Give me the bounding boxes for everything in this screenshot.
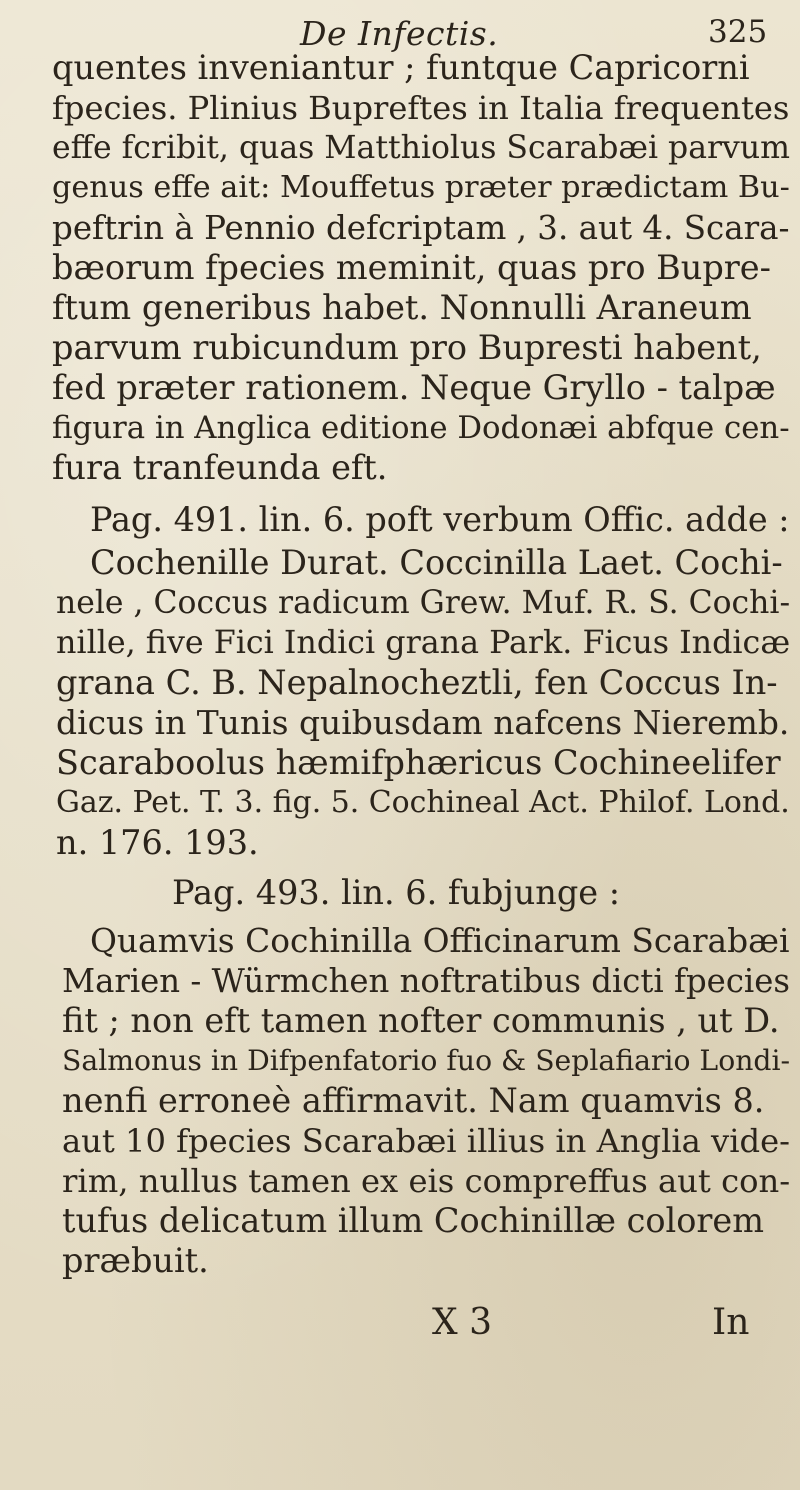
text-line: ftum generibus habet. Nonnulli Araneum <box>52 288 752 327</box>
text-line: Salmonus in Difpenfatorio fuo & Seplafiario Londi- <box>62 1044 791 1077</box>
text-line: effe fcribit, quas Matthiolus Scarabæi parvum <box>52 130 790 166</box>
text-line: nele , Coccus radicum Grew. Muf. R. S. Cochi- <box>56 585 791 621</box>
text-line: fed præter rationem. Neque Gryllo - talpæ <box>52 368 776 407</box>
text-line: Gaz. Pet. T. 3. fig. 5. Cochineal Act. Philof. Lond. <box>56 785 790 820</box>
text-line: parvum rubicundum pro Bupresti habent, <box>52 328 762 367</box>
text-line: grana C. B. Nepalnocheztli, fen Coccus In- <box>56 663 778 702</box>
addendum-heading: Pag. 491. lin. 6. poft verbum Offic. adde : <box>90 500 790 539</box>
signature-mark: X 3 <box>432 1302 492 1343</box>
text-line: præbuit. <box>62 1241 209 1280</box>
text-line: Cochenille Durat. Coccinilla Laet. Cochi- <box>90 543 783 582</box>
text-line: rim, nullus tamen ex eis compreffus aut con- <box>62 1162 791 1200</box>
text-line: aut 10 fpecies Scarabæi illius in Anglia vide- <box>62 1122 790 1160</box>
page-number: 325 <box>708 14 768 50</box>
text-line: bæorum fpecies meminit, quas pro Bupre- <box>52 248 771 287</box>
text-line: nenfi erroneè affirmavit. Nam quamvis 8. <box>62 1081 765 1120</box>
text-line: Quamvis Cochinilla Officinarum Scarabæi <box>90 922 790 960</box>
running-title: De Infectis. <box>300 14 499 53</box>
text-line: n. 176. 193. <box>56 823 259 862</box>
text-line: peftrin à Pennio defcriptam , 3. aut 4. Scara- <box>52 209 790 247</box>
addendum-heading: Pag. 493. lin. 6. fubjunge : <box>172 873 621 912</box>
catchword: In <box>712 1302 750 1343</box>
text-line: Scaraboolus hæmifphæricus Cochineelifer <box>56 743 781 782</box>
text-line: quentes inveniantur ; funtque Capricorni <box>52 48 750 87</box>
text-line: dicus in Tunis quibusdam nafcens Nieremb. <box>56 703 790 742</box>
text-line: fura tranfeunda eft. <box>52 448 388 487</box>
text-line: fit ; non eft tamen nofter communis , ut D. <box>62 1001 780 1040</box>
text-line: nille, five Fici Indici grana Park. Ficus Indicæ <box>56 625 791 661</box>
text-line: tufus delicatum illum Cochinillæ colorem <box>62 1201 764 1240</box>
text-line: genus effe ait: Mouffetus præter prædictam Bu- <box>52 170 790 205</box>
text-line: Marien - Würmchen noftratibus dicti fpecies <box>62 962 790 1000</box>
text-line: figura in Anglica editione Dodonæi abfque cen- <box>52 410 790 446</box>
text-line: fpecies. Plinius Bupreftes in Italia frequentes <box>52 89 790 127</box>
